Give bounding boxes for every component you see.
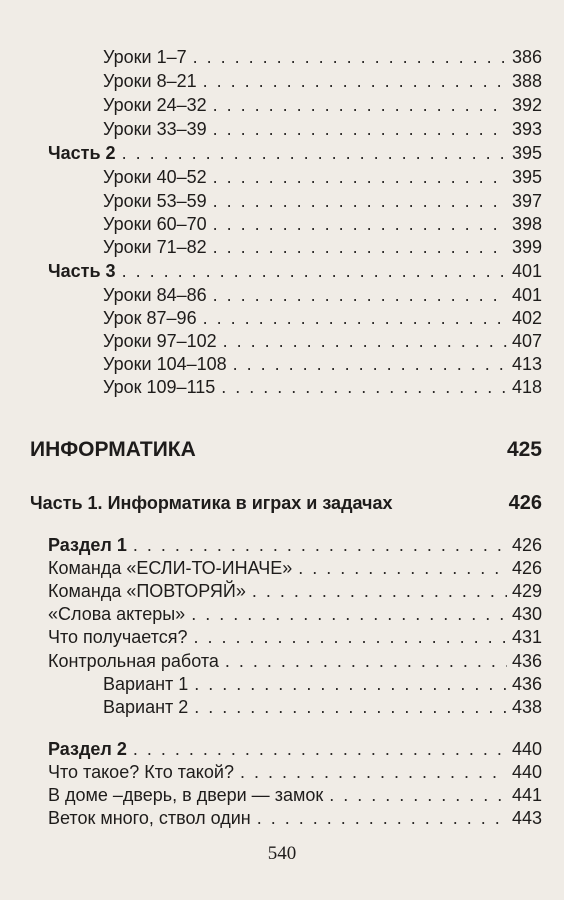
toc-entry-page: 426 bbox=[511, 558, 542, 578]
leader-dots bbox=[194, 673, 507, 696]
toc-entry bbox=[103, 94, 542, 117]
toc-entry-page: 388 bbox=[511, 71, 542, 91]
toc-entry-page: 401 bbox=[511, 261, 542, 281]
leader-dots bbox=[257, 807, 507, 830]
toc-entry-label: Часть 3 bbox=[48, 261, 116, 281]
toc-entry-label: Часть 2 bbox=[48, 143, 116, 163]
toc-entry-page: 413 bbox=[511, 354, 542, 374]
toc-entry-label: Уроки 97–102 bbox=[103, 331, 217, 351]
toc-entry bbox=[103, 236, 542, 259]
toc-entry bbox=[103, 307, 542, 330]
leader-dots bbox=[225, 650, 507, 673]
leader-dots bbox=[213, 213, 507, 236]
toc-entry bbox=[48, 626, 542, 649]
toc-entry-page: 436 bbox=[511, 651, 542, 671]
toc-section-heading bbox=[48, 738, 542, 761]
leader-dots bbox=[213, 118, 507, 141]
toc-entry-page: 402 bbox=[511, 308, 542, 328]
toc-entry bbox=[103, 353, 542, 376]
toc-entry-label: Что получается? bbox=[48, 627, 188, 647]
toc-entry-label: Вариант 2 bbox=[103, 697, 189, 717]
toc-entry-label: Уроки 84–86 bbox=[103, 285, 207, 305]
toc-entry-page: 418 bbox=[511, 377, 542, 397]
toc-entry-label: Раздел 2 bbox=[48, 739, 127, 759]
toc-entry bbox=[48, 557, 542, 580]
toc-entry-label: В доме –дверь, в двери — замок bbox=[48, 785, 324, 805]
toc-entry-page: 386 bbox=[511, 47, 542, 67]
leader-dots bbox=[233, 353, 507, 376]
toc-entry-label: Уроки 24–32 bbox=[103, 95, 207, 115]
toc-entry-page: 436 bbox=[511, 674, 542, 694]
toc-entry bbox=[48, 807, 542, 830]
leader-dots bbox=[221, 376, 507, 399]
toc-entry-page: 395 bbox=[511, 167, 542, 187]
toc-entry bbox=[48, 784, 542, 807]
toc-entry-page: 443 bbox=[511, 808, 542, 828]
toc-entry-label: Урок 87–96 bbox=[103, 308, 197, 328]
leader-dots bbox=[193, 46, 507, 69]
leader-dots bbox=[122, 142, 507, 165]
leader-dots bbox=[213, 284, 507, 307]
toc-entry bbox=[103, 166, 542, 189]
leader-dots bbox=[223, 330, 507, 353]
toc-entry bbox=[103, 284, 542, 307]
toc-entry-label: Уроки 71–82 bbox=[103, 237, 207, 257]
toc-entry-page: 430 bbox=[511, 604, 542, 624]
leader-dots bbox=[329, 784, 507, 807]
toc-entry-label: Раздел 1 bbox=[48, 535, 127, 555]
leader-dots bbox=[213, 190, 507, 213]
leader-dots bbox=[213, 166, 507, 189]
toc-entry-label: Вариант 1 bbox=[103, 674, 189, 694]
toc-entry-page: 399 bbox=[511, 237, 542, 257]
toc-entry-label: Уроки 33–39 bbox=[103, 119, 207, 139]
toc-entry bbox=[103, 696, 542, 719]
toc-entry-page: 407 bbox=[511, 331, 542, 351]
toc-entry-label: Уроки 40–52 bbox=[103, 167, 207, 187]
leader-dots bbox=[213, 94, 507, 117]
toc-entry bbox=[48, 761, 542, 784]
toc-entry bbox=[103, 190, 542, 213]
toc-entry bbox=[103, 330, 542, 353]
leader-dots bbox=[240, 761, 507, 784]
toc-part-heading bbox=[48, 260, 542, 283]
toc-entry-label: Уроки 1–7 bbox=[103, 47, 187, 67]
toc-entry-label: Урок 109–115 bbox=[103, 377, 216, 397]
toc-entry bbox=[48, 580, 542, 603]
leader-dots bbox=[203, 307, 507, 330]
toc-entry-page: 438 bbox=[511, 697, 542, 717]
toc-entry bbox=[48, 650, 542, 673]
toc-entry-page: 392 bbox=[511, 95, 542, 115]
leader-dots bbox=[191, 603, 507, 626]
toc-entry-page: 429 bbox=[511, 581, 542, 601]
toc-entry-label: Уроки 8–21 bbox=[103, 71, 197, 91]
toc-entry-label: Контрольная работа bbox=[48, 651, 219, 671]
toc-entry-page: 393 bbox=[511, 119, 542, 139]
toc-entry-page: 395 bbox=[511, 143, 542, 163]
toc-entry bbox=[103, 213, 542, 236]
leader-dots bbox=[252, 580, 507, 603]
toc-entry bbox=[48, 603, 542, 626]
toc-entry bbox=[103, 46, 542, 69]
leader-dots bbox=[194, 626, 507, 649]
leader-dots bbox=[133, 534, 507, 557]
leader-dots bbox=[203, 70, 507, 93]
toc-entry bbox=[103, 673, 542, 696]
leader-dots bbox=[213, 236, 507, 259]
leader-dots bbox=[194, 696, 507, 719]
toc-entry-label: Команда «ПОВТОРЯЙ» bbox=[48, 581, 246, 601]
part-page: 426 bbox=[508, 492, 542, 514]
toc-entry-page: 440 bbox=[511, 739, 542, 759]
toc-entry-label: Команда «ЕСЛИ-ТО-ИНАЧЕ» bbox=[48, 558, 293, 578]
toc-subject-heading bbox=[30, 438, 542, 468]
toc-entry bbox=[103, 118, 542, 141]
toc-entry-label: Уроки 53–59 bbox=[103, 191, 207, 211]
toc-entry-label: Уроки 60–70 bbox=[103, 214, 207, 234]
toc-entry-page: 401 bbox=[511, 285, 542, 305]
subject-title: ИНФОРМАТИКА bbox=[30, 438, 196, 461]
toc-entry-label: Веток много, ствол один bbox=[48, 808, 251, 828]
toc-entry-page: 397 bbox=[511, 191, 542, 211]
toc-entry-page: 431 bbox=[511, 627, 542, 647]
toc-informatics-part-heading bbox=[30, 492, 542, 520]
page-number: 540 bbox=[267, 843, 297, 864]
leader-dots bbox=[122, 260, 507, 283]
leader-dots bbox=[133, 738, 507, 761]
toc-entry-label: Что такое? Кто такой? bbox=[48, 762, 234, 782]
toc-entry-page: 441 bbox=[511, 785, 542, 805]
toc-entry-page: 440 bbox=[511, 762, 542, 782]
part-title: Часть 1. Информатика в играх и задачах bbox=[30, 493, 393, 513]
toc-entry-page: 398 bbox=[511, 214, 542, 234]
toc-section-heading bbox=[48, 534, 542, 557]
toc-entry-label: Уроки 104–108 bbox=[103, 354, 227, 374]
toc-entry-label: «Слова актеры» bbox=[48, 604, 186, 624]
toc-part-heading bbox=[48, 142, 542, 165]
subject-page: 425 bbox=[506, 438, 542, 461]
toc-entry bbox=[103, 376, 542, 399]
toc-entry-page: 426 bbox=[511, 535, 542, 555]
toc-entry bbox=[103, 70, 542, 93]
leader-dots bbox=[298, 557, 507, 580]
